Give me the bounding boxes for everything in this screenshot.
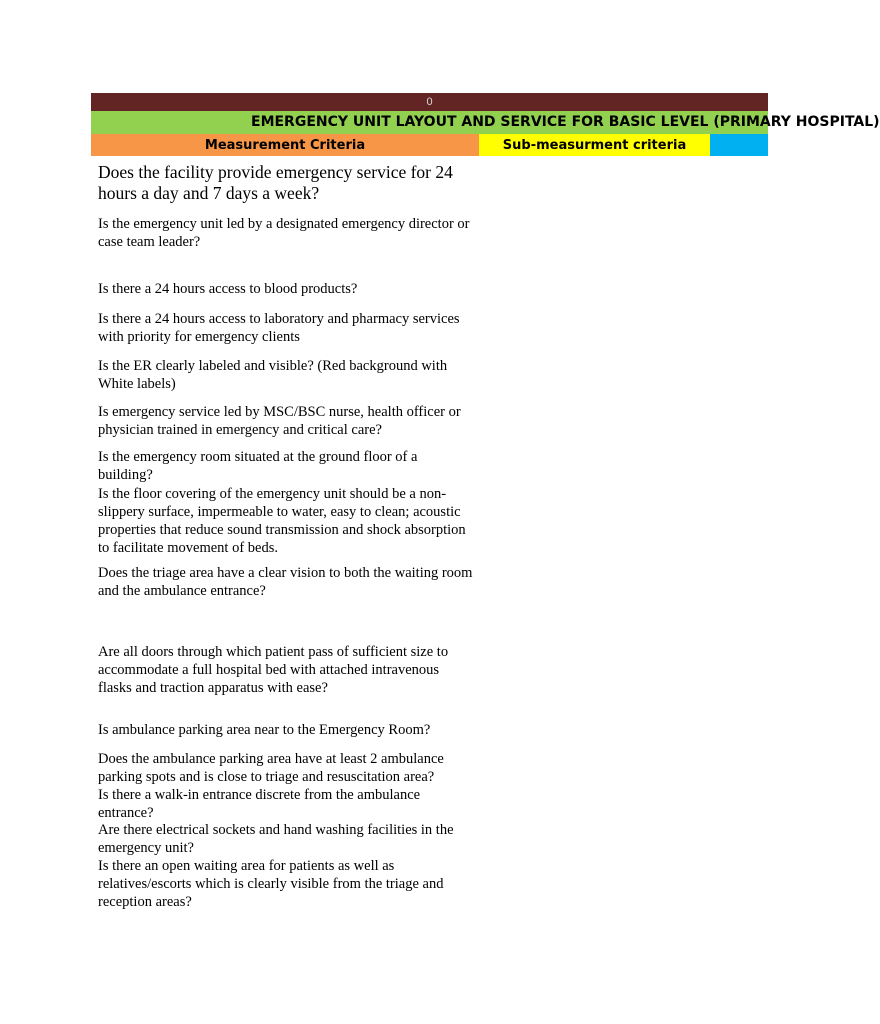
title-row[interactable] xyxy=(91,111,880,134)
question-cell[interactable]: Is the emergency room situated at the ground floor of a building? xyxy=(98,449,418,483)
question-cell[interactable]: Are there electrical sockets and hand washing facilities in the emergency unit? xyxy=(98,822,454,856)
top-value-cell[interactable]: 0 xyxy=(91,93,768,111)
measurement-criteria-header[interactable] xyxy=(91,134,479,156)
sub-measurement-criteria-label: Sub-measurment criteria xyxy=(502,138,687,153)
question-cell[interactable]: Is there an open waiting area for patients as well as relatives/escorts which is clearly visible from the triage and reception areas? xyxy=(98,858,444,910)
sub-measurement-criteria-header[interactable] xyxy=(479,134,710,156)
question-cell[interactable]: Is emergency service led by MSC/BSC nurse, health officer or physician trained in emergency and critical care? xyxy=(98,404,461,438)
question-cell[interactable]: Does the ambulance parking area have at least 2 ambulance parking spots and is close to triage and resuscitation area? xyxy=(98,751,444,785)
question-cell[interactable]: Is ambulance parking area near to the Emergency Room? xyxy=(98,722,431,738)
question-cell[interactable]: Is there a 24 hours access to blood products? xyxy=(98,281,358,297)
question-cell[interactable]: Is the emergency unit led by a designated emergency director or case team leader? xyxy=(98,216,470,250)
question-cell[interactable]: Is the floor covering of the emergency unit should be a non-slippery surface, impermeable to water, easy to clean; acoustic properties that reduce sound transmission and shock absorption to facilitate movement of beds. xyxy=(98,486,466,556)
measurement-criteria-label: Measurement Criteria xyxy=(204,138,366,153)
question-cell[interactable]: Are all doors through which patient pass of sufficient size to accommodate a full hospital bed with attached intravenous flasks and traction apparatus with ease? xyxy=(98,644,449,696)
sheet-title: EMERGENCY UNIT LAYOUT AND SERVICE FOR BASIC LEVEL (PRIMARY HOSPITAL) xyxy=(251,114,880,130)
question-cell[interactable]: Is there a walk-in entrance discrete from the ambulance entrance? xyxy=(98,787,421,821)
question-cell[interactable]: Is the ER clearly labeled and visible? (Red background with White labels) xyxy=(98,358,448,392)
question-cell[interactable]: Does the triage area have a clear vision to both the waiting room and the ambulance entrance? xyxy=(98,565,473,599)
question-cell[interactable]: Does the facility provide emergency service for 24 hours a day and 7 days a week? xyxy=(98,162,453,203)
question-cell[interactable]: Is there a 24 hours access to laboratory and pharmacy services with priority for emergency clients xyxy=(98,311,460,345)
extra-column-header[interactable] xyxy=(710,134,768,156)
